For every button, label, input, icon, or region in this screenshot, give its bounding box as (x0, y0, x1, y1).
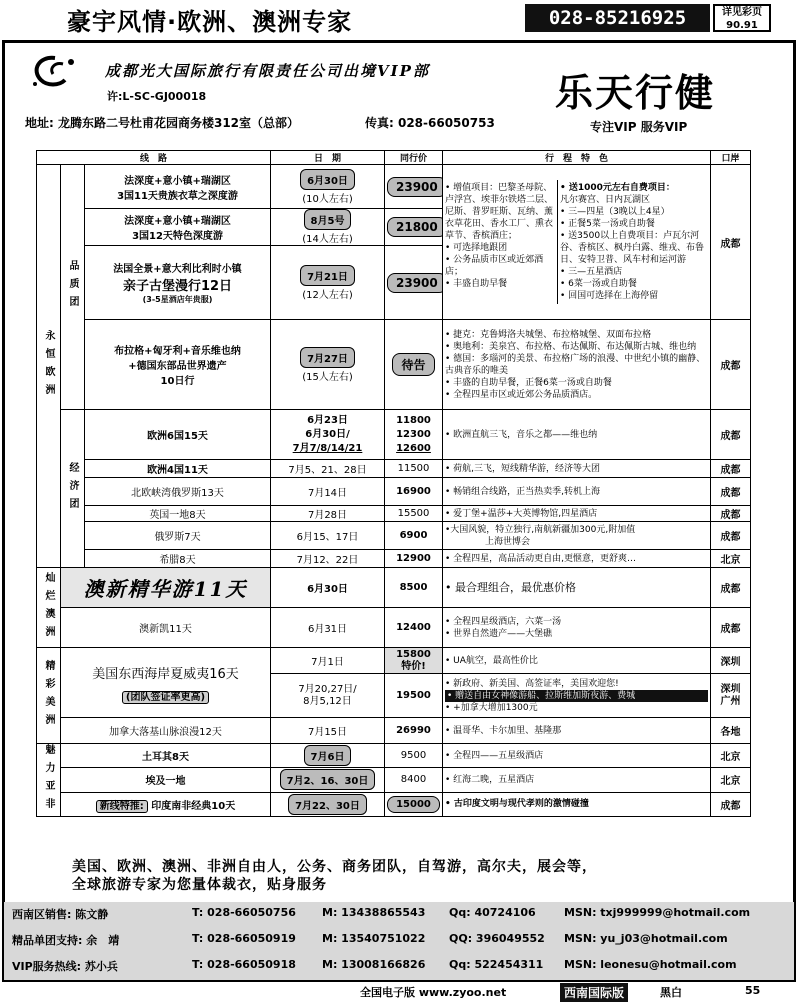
route: 英国一地8天 (85, 506, 271, 522)
date-note: (15人左右) (302, 371, 353, 383)
contact-qq: Qq: 522454311 (449, 958, 544, 971)
port: 深圳 (711, 648, 751, 674)
bottom-slogan-line: 全球旅游专家为您量体裁衣，贴身服务 (72, 877, 327, 893)
table-row (37, 792, 751, 816)
date-pill: 8月5号 (304, 209, 352, 230)
feature-line: • 古印度文明与现代孝则的激情碰撞 (443, 792, 711, 816)
price: 21800 (387, 217, 443, 237)
section-charm: 魅力亚非 (37, 744, 61, 817)
banner-page-ref (713, 4, 771, 32)
date: 7月28日 (271, 506, 385, 522)
contact-tel: T: 028-66050919 (192, 932, 296, 945)
route: 印度南非经典10天 (151, 800, 236, 812)
price: 12400 (385, 608, 443, 648)
date-pill: 7月2、16、30日 (280, 769, 376, 790)
company-fax: 传真: 028-66050753 (365, 116, 495, 130)
feature-line: • 可选择地跟团 (445, 243, 508, 253)
company-name: 成都光大国际旅行有限责任公司出境VIP部 (105, 62, 430, 80)
table-row (37, 744, 751, 768)
route-prefix: 新线特推: (96, 800, 148, 813)
contact-qq: QQ: 396049552 (449, 932, 545, 945)
footer-page-number: 55 (745, 984, 761, 997)
feature-line: • 赠送自由女神像游船、拉斯维加斯夜游、费城 (445, 690, 708, 702)
date-pill: 7月22、30日 (288, 794, 367, 815)
feature-line: • 丰盛的自助早餐，正餐6菜一汤或自助餐 (445, 377, 612, 388)
feature-line: • 正餐5菜一汤或自助餐 (560, 219, 655, 229)
port: 成都 (711, 792, 751, 816)
footer-site: 全国电子版 www.zyoo.net (360, 986, 507, 999)
date-line: 7月20,27日/ (298, 683, 357, 695)
feature-line: • 全程四星，高品活动更自由,更惬意，更舒爽… (443, 550, 711, 568)
table-row (37, 768, 751, 792)
feature-line: • 荷航,三飞，短线精华游，经济等大团 (443, 460, 711, 478)
route-line: 亲子古堡漫行12日 (122, 279, 233, 294)
feature-line: • 德国：多瑙河的美景、布拉格广场的浪漫、中世纪小镇的幽静、古典音乐的唯美 (445, 353, 706, 376)
section-aus: 灿烂澳洲 (37, 568, 61, 648)
route-line: (3-5星酒店年贵服) (142, 295, 213, 304)
port: 成都 (711, 320, 751, 410)
port: 北京 (711, 768, 751, 792)
section-quality: 品质团 (61, 165, 85, 410)
header-price: 同行价 (385, 151, 443, 165)
table-header-row (37, 151, 751, 165)
company-tagline: 专注VIP 服务VIP (590, 120, 688, 134)
feature-line: • 三—四星（3晚以上4星） (560, 207, 670, 217)
port: 成都 (711, 568, 751, 608)
route-line: 3国12天特色深度游 (132, 231, 223, 242)
footer-color: 黑白 (660, 986, 682, 999)
port: 成都 (711, 478, 751, 506)
date-note: (10人左右) (302, 193, 353, 205)
contact-tel: T: 028-66050918 (192, 958, 296, 971)
contact-qq: Qq: 40724106 (449, 906, 536, 919)
route: 北欧峡湾俄罗斯13天 (85, 478, 271, 506)
date-pill: 7月27日 (300, 347, 355, 368)
contact-mobile: M: 13008166826 (322, 958, 426, 971)
bottom-slogan-line: 美国、欧洲、澳洲、非洲自由人，公务、商务团队，自驾游，高尔夫，展会等， (72, 859, 597, 875)
route: 美国东西海岸夏威夷16天 (92, 666, 239, 682)
date-line: 8月5,12日 (303, 695, 352, 707)
table-row (37, 550, 751, 568)
feature-line: • 三—五星酒店 (560, 267, 623, 277)
port: 成都 (711, 165, 751, 320)
feature-line: • 全程四星市区或近郊公务品质酒店。 (445, 389, 598, 400)
price: 15800 (396, 648, 431, 660)
route: 加拿大落基山脉浪漫12天 (61, 718, 271, 744)
contact-msn: MSN: txj999999@hotmail.com (564, 906, 751, 919)
route-line: 法深度+意小镇+瑞湖区 (124, 175, 231, 187)
company-logo-icon (25, 52, 85, 92)
table-row (37, 410, 751, 460)
price: 8400 (385, 768, 443, 792)
feature-line: • +加拿大增加1300元 (445, 702, 538, 713)
date: 6月30日 (271, 568, 385, 608)
route-line: 10日行 (160, 376, 195, 387)
tour-table (36, 150, 751, 817)
feature-line: • 欧洲直航三飞，音乐之都——维也纳 (443, 410, 711, 460)
price-note: 特价! (401, 660, 426, 672)
feature-line: • 公务品质市区或近郊酒店； (445, 255, 544, 277)
feature-line: • 送3500以上自费项目：卢瓦尔河谷、香槟区、枫丹白露、维戎、布鲁日、安特卫普、风车村和运河游 (560, 231, 705, 265)
feature-line: • 回国可选择在上海停留 (560, 291, 659, 301)
price: 12600 (396, 442, 431, 454)
section-economy: 经济团 (61, 410, 85, 568)
route: 欧洲6国15天 (85, 410, 271, 460)
price: 9500 (385, 744, 443, 768)
port: 各地 (711, 718, 751, 744)
feature-line: • 爱丁堡+温莎+大英博物馆,四星酒店 (443, 506, 711, 522)
footer-edition: 西南国际版 (560, 983, 628, 1002)
route: 土耳其8天 (61, 744, 271, 768)
route-line: 法深度+意小镇+瑞湖区 (124, 216, 231, 227)
banner-title: 豪宇风情·欧洲、澳洲专家 (67, 8, 353, 36)
port: 北京 (711, 550, 751, 568)
feature-line: • UA航空，最高性价比 (443, 648, 711, 674)
date: 7月12、22日 (271, 550, 385, 568)
price: 26990 (385, 718, 443, 744)
price: 12900 (385, 550, 443, 568)
feature-line: • 新政府、新美国、高签证率，美国欢迎您! (445, 678, 619, 689)
route: 澳新凯11天 (61, 608, 271, 648)
feature-line: • 奥地利：美泉宫、布拉格、布达佩斯、布达佩斯古城、维也纳 (445, 341, 697, 352)
feature-line: • 最合理组合，最优惠价格 (443, 568, 711, 608)
route-featured-title: 澳新精华游11天 (83, 577, 248, 601)
date-line: 7月7/8/14/21 (292, 442, 363, 454)
price: 23900 (387, 177, 443, 197)
company-address: 地址: 龙腾东路二号杜甫花园商务楼312室（总部） (25, 116, 300, 130)
route: 埃及一地 (61, 768, 271, 792)
contact-msn: MSN: leonesu@hotmail.com (564, 958, 737, 971)
feature-line: • 捷克：克鲁姆洛夫城堡、布拉格城堡、双面布拉格 (445, 329, 652, 340)
route: 希腊8天 (85, 550, 271, 568)
price: 19500 (385, 674, 443, 718)
date-line: 6月23日 (307, 414, 348, 426)
route: 欧洲4国11天 (85, 460, 271, 478)
contact-row (4, 954, 794, 978)
feature-line: • 全程四——五星级酒店 (443, 744, 711, 768)
header-route: 线 路 (37, 151, 271, 165)
header-port: 口岸 (711, 151, 751, 165)
feature-line: 上海世博会 (485, 536, 531, 547)
contact-mobile: M: 13438865543 (322, 906, 426, 919)
top-banner (55, 0, 762, 38)
table-row (37, 506, 751, 522)
features-quality-1 (443, 180, 558, 304)
feature-line: • 红海二晚，五星酒店 (443, 768, 711, 792)
port: 北京 (711, 744, 751, 768)
date: 7月14日 (271, 478, 385, 506)
table-row (37, 478, 751, 506)
port: 广州 (720, 695, 741, 707)
date-note: (12人左右) (302, 289, 353, 301)
route-line: 3国11天贵族衣草之深度游 (117, 190, 238, 202)
price: 11500 (385, 460, 443, 478)
feature-line: • 全程四星级酒店，六菜一汤 (445, 616, 562, 627)
date-note: (14人左右) (302, 234, 353, 245)
port: 成都 (711, 460, 751, 478)
bottom-slogan (72, 858, 772, 894)
features-quality-2 (558, 180, 710, 304)
contact-row (4, 928, 794, 952)
feature-line: • 世界自然遗产——大堡礁 (445, 628, 553, 639)
price: 6900 (385, 522, 443, 550)
port: 成都 (711, 522, 751, 550)
features-quality-3 (443, 320, 711, 410)
contact-msn: MSN: yu_j03@hotmail.com (564, 932, 728, 945)
feature-line: • 畅销组合线路，正当热卖季,转机上海 (443, 478, 711, 506)
feature-line: • 丰盛自助早餐 (445, 279, 508, 289)
license-number: 许:L-SC-GJ00018 (107, 90, 207, 103)
price: 待告 (392, 353, 434, 376)
feature-line: • 增值项目：巴黎圣母院、卢浮宫、埃菲尔铁塔二层、尼斯、普罗旺斯、瓦纳、薰衣草花田、香水工厂、熏衣草节、香槟酒庄； (445, 183, 554, 241)
date-pill: 6月30日 (300, 169, 355, 190)
date: 6月15、17日 (271, 522, 385, 550)
section-america: 精彩美洲 (37, 648, 61, 744)
feature-line: • 送1000元左右自费项目： (560, 183, 675, 193)
route-line: 法国全景+意大利比利时小镇 (113, 264, 242, 275)
price: 15500 (385, 506, 443, 522)
price: 16900 (385, 478, 443, 506)
table-row (37, 460, 751, 478)
table-row (37, 718, 751, 744)
date: 7月5、21、28日 (271, 460, 385, 478)
port: 成都 (711, 506, 751, 522)
date: 7月1日 (271, 648, 385, 674)
route-line: +德国东部品世界遗产 (128, 361, 227, 372)
route-note: (团队签证率更高) (122, 691, 209, 704)
date-pill: 7月6日 (304, 745, 352, 766)
banner-page-ref-pages: 90.91 (726, 20, 758, 31)
feature-line: 凡尔赛宫、日内瓦湖区 (560, 195, 651, 205)
table-row (37, 568, 751, 608)
table-row (37, 522, 751, 550)
price: 8500 (385, 568, 443, 608)
feature-line: • 温哥华、卡尔加里、基隆那 (443, 718, 711, 744)
price: 15000 (387, 796, 440, 813)
contact-label: VIP服务热线: 苏小兵 (12, 960, 118, 973)
port: 成都 (711, 608, 751, 648)
banner-phone: 028-85216925 (525, 4, 710, 32)
port: 深圳 (720, 683, 741, 695)
contact-tel: T: 028-66050756 (192, 906, 296, 919)
route-line: 布拉格+匈牙利+音乐维也纳 (114, 346, 241, 357)
contact-label: 西南区销售: 陈文静 (12, 908, 109, 921)
date-pill: 7月21日 (300, 265, 355, 286)
feature-line: • 6菜一汤或自助餐 (560, 279, 637, 289)
port: 成都 (711, 410, 751, 460)
header-date: 日 期 (271, 151, 385, 165)
price: 11800 (396, 414, 431, 426)
table-row (37, 320, 751, 410)
banner-page-ref-label: 详见彩页 (722, 7, 762, 18)
contact-row (4, 902, 794, 926)
header-features: 行 程 特 色 (443, 151, 711, 165)
company-slogan: 乐天行健 (555, 70, 716, 115)
contacts-panel (4, 902, 794, 980)
section-euro: 永恒欧洲 (37, 165, 61, 568)
table-row (37, 165, 751, 209)
route: 俄罗斯7天 (85, 522, 271, 550)
price: 23900 (387, 273, 443, 293)
contact-label: 精品单团支持: 余 靖 (12, 934, 120, 947)
table-row (37, 648, 751, 674)
date: 6月31日 (271, 608, 385, 648)
price: 12300 (396, 428, 431, 440)
feature-line: •大国风貌，特立独行,南航新疆加300元,附加值 (445, 524, 636, 535)
date-line: 6月30日/ (305, 428, 350, 440)
table-row (37, 608, 751, 648)
contact-mobile: M: 13540751022 (322, 932, 426, 945)
date: 7月15日 (271, 718, 385, 744)
